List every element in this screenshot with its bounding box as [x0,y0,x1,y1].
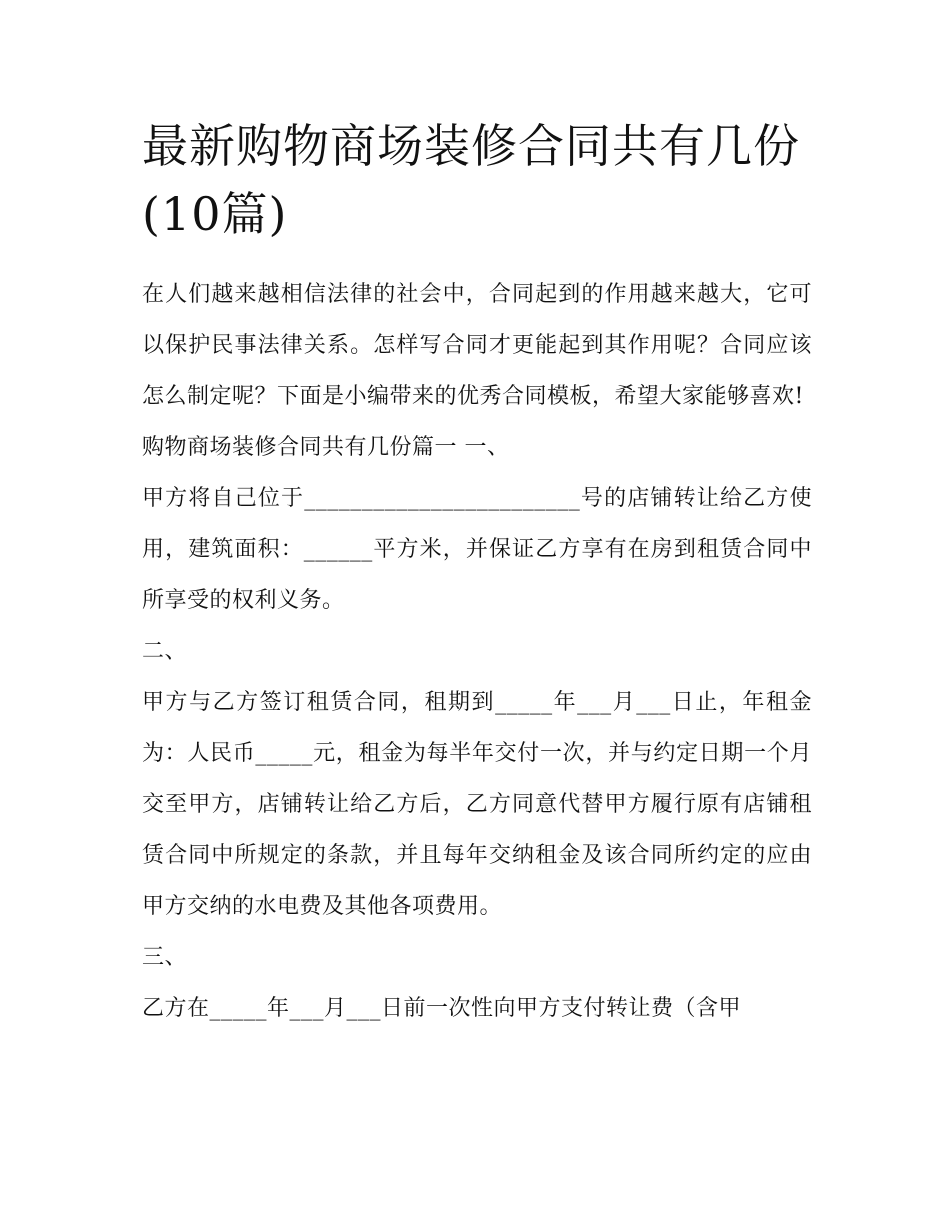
clause-three-paragraph: 乙方在_____年___月___日前一次性向甲方支付转让费（含甲 [142,996,742,1021]
clause-two-paragraph: 甲方与乙方签订租赁合同，租期到_____年___月___日止，年租金为：人民币_____元，租金为每半年交付一次，并与约定日期一个月交至甲方，店铺转让给乙方后，乙方同意代替甲方履行原有店铺租赁合同中所规定的条款，并且每年交纳租金及该合同所约定的应由甲方交纳的水电费及其他各项费用。 [142,690,812,919]
clause-two-heading: 二、 [142,639,188,664]
section-heading-part-one: 购物商场装修合同共有几份篇一 一、 [142,435,510,460]
clause-three-heading: 三、 [142,945,188,970]
intro-paragraph: 在人们越来越相信法律的社会中，合同起到的作用越来越大，它可以保护民事法律关系。怎样写合同才更能起到其作用呢？合同应该怎么制定呢？下面是小编带来的优秀合同模板，希望大家能够喜欢! [142,282,812,409]
clause-one-paragraph: 甲方将自己位于________________________号的店铺转让给乙方使用，建筑面积：______平方米，并保证乙方享有在房到租赁合同中所享受的权利义务。 [142,486,812,613]
document-page [142,112,812,1034]
document-title: 最新购物商场装修合同共有几份(10篇) [142,119,800,241]
